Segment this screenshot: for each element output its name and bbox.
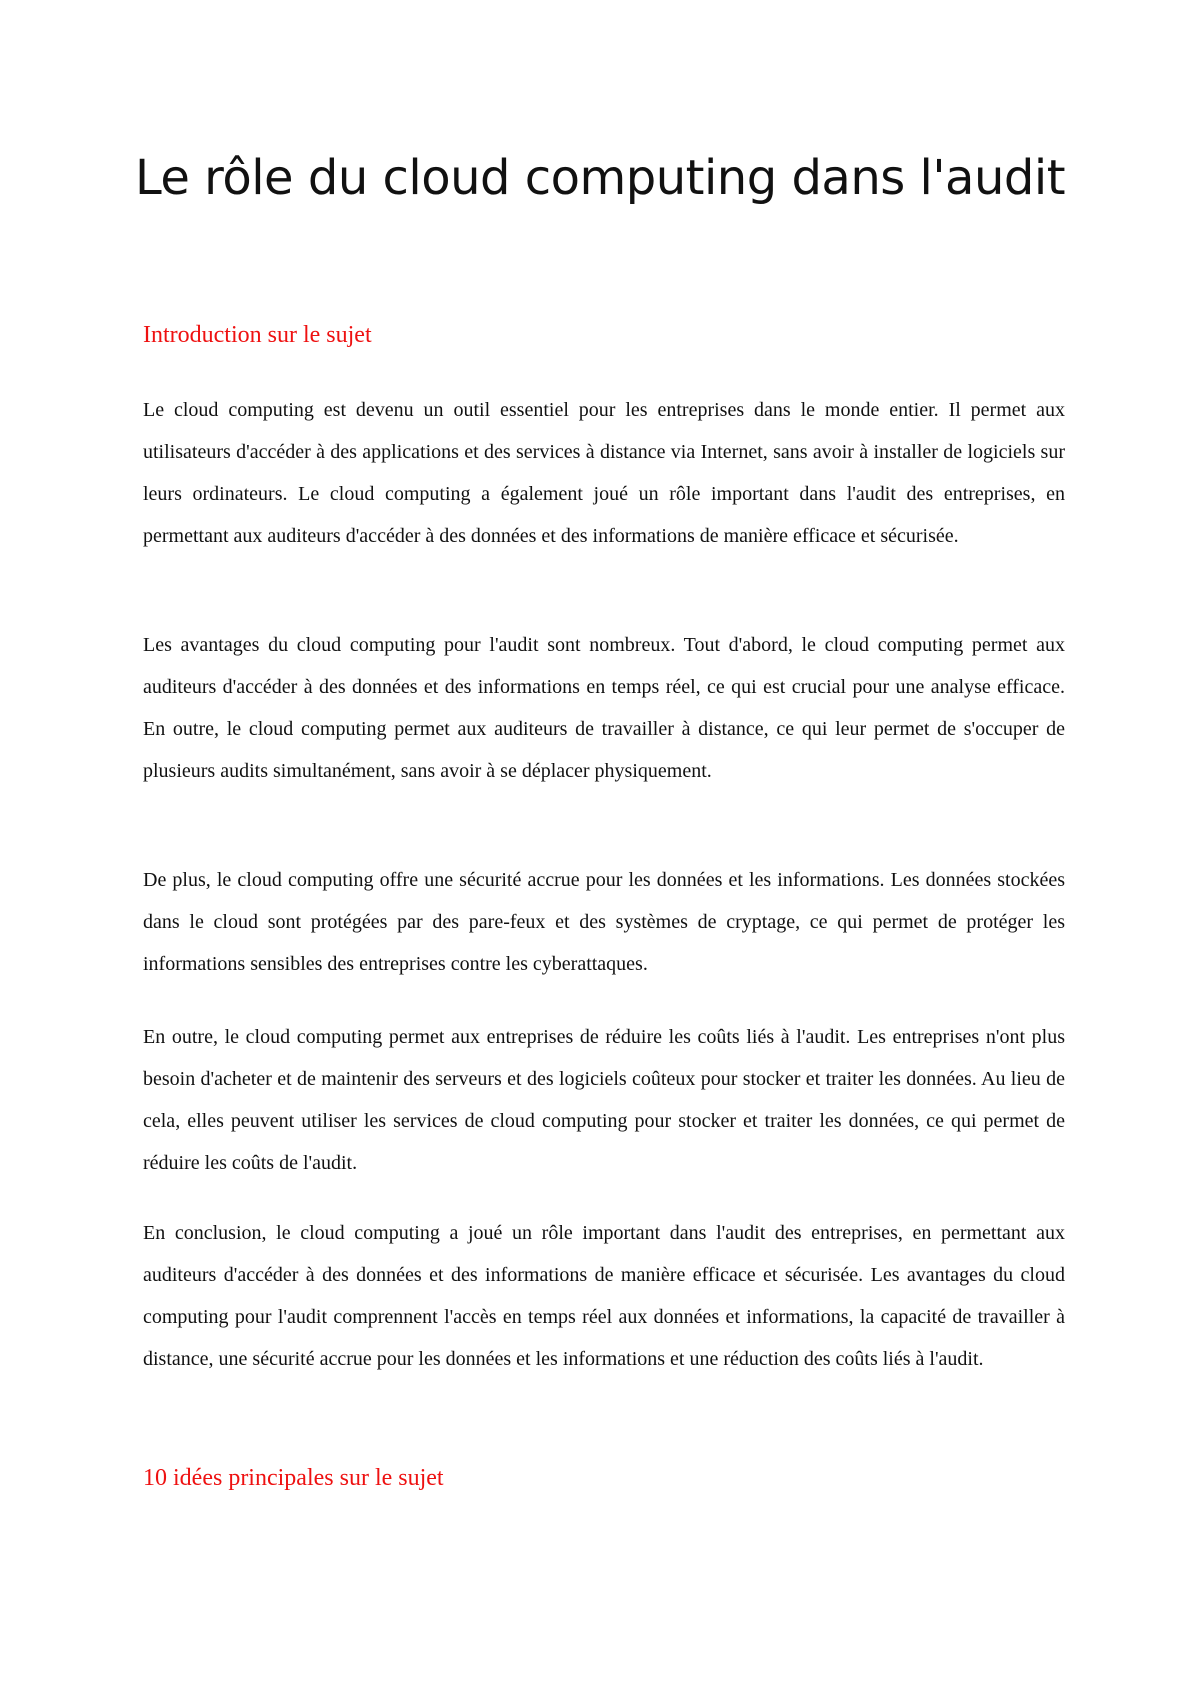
page-title: Le rôle du cloud computing dans l'audit <box>134 150 1066 206</box>
paragraph-introduction: Le cloud computing est devenu un outil essentiel pour les entreprises dans le monde entier. Il permet aux utilisateurs d'accéder à des applications et des services à distance via Internet, sans avoir à installer de logiciels sur leurs ordinateurs. Le cloud computing a également joué un rôle important dans l'audit des entreprises, en permettant aux auditeurs d'accéder à des données et des informations de manière efficace et sécurisée. <box>143 399 1065 547</box>
section-heading-main-ideas: 10 idées principales sur le sujet <box>143 1465 444 1491</box>
paragraph-conclusion: En conclusion, le cloud computing a joué un rôle important dans l'audit des entreprises, en permettant aux auditeurs d'accéder à des données et des informations de manière efficace et sécurisée. Les avantages du cloud computing pour l'audit comprennent l'accès en temps réel aux données et informations, la capacité de travailler à distance, une sécurité accrue pour les données et les informations et une réduction des coûts liés à l'audit. <box>143 1222 1065 1370</box>
section-heading-introduction: Introduction sur le sujet <box>143 322 372 348</box>
paragraph-security: De plus, le cloud computing offre une sécurité accrue pour les données et les informations. Les données stockées dans le cloud sont protégées par des pare-feux et des systèmes de cryptage, ce qui permet de protéger les informations sensibles des entreprises contre les cyberattaques. <box>143 869 1065 975</box>
paragraph-costs: En outre, le cloud computing permet aux entreprises de réduire les coûts liés à l'audit. Les entreprises n'ont plus besoin d'acheter et de maintenir des serveurs et des logiciels coûteux pour stocker et traiter les données. Au lieu de cela, elles peuvent utiliser les services de cloud computing pour stocker et traiter les données, ce qui permet de réduire les coûts de l'audit. <box>143 1026 1065 1174</box>
paragraph-advantages: Les avantages du cloud computing pour l'audit sont nombreux. Tout d'abord, le cloud computing permet aux auditeurs d'accéder à des données et des informations en temps réel, ce qui est crucial pour une analyse efficace. En outre, le cloud computing permet aux auditeurs de travailler à distance, ce qui leur permet de s'occuper de plusieurs audits simultanément, sans avoir à se déplacer physiquement. <box>143 634 1065 782</box>
